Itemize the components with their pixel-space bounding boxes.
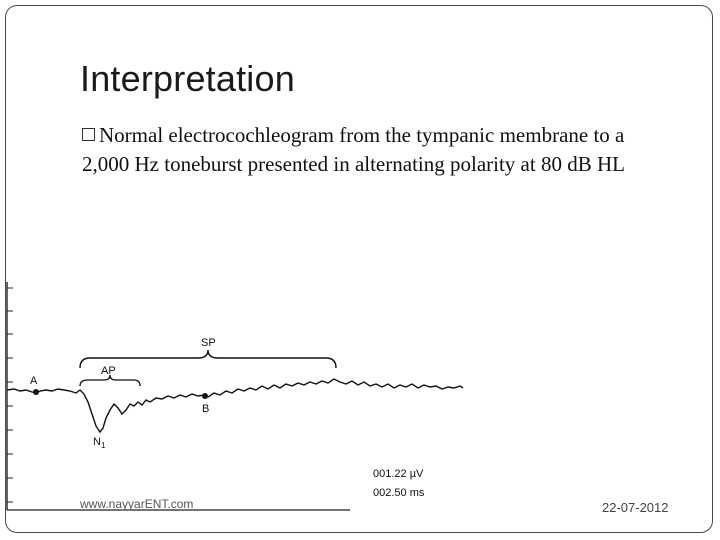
label-b: B [202, 403, 210, 415]
sp-label: SP [201, 337, 216, 349]
label-n-subscript: 1 [100, 441, 106, 450]
bullet-text: Normal electrocochleogram from the tympanic membrane to a 2,000 Hz toneburst presented in alternating polarity at 80 dB HL [82, 123, 625, 176]
sp-brace [80, 350, 336, 368]
bullet-item [82, 121, 672, 179]
ecog-figure [0, 278, 470, 532]
checkbox-bullet-icon [82, 128, 95, 141]
footer-date: 22-07-2012 [602, 500, 669, 515]
marker-b [202, 393, 208, 399]
footer-url: www.nayyarENT.com [80, 497, 194, 511]
label-a: A [30, 375, 38, 387]
ap-label: AP [101, 365, 116, 377]
slide-title: Interpretation [80, 58, 295, 99]
marker-a [33, 389, 39, 395]
ecog-waveform [7, 379, 463, 432]
label-n: N [93, 436, 101, 448]
scale-amplitude: 001.22 µV [373, 468, 424, 480]
label-n1 [93, 436, 106, 450]
scale-time: 002.50 ms [373, 487, 425, 499]
